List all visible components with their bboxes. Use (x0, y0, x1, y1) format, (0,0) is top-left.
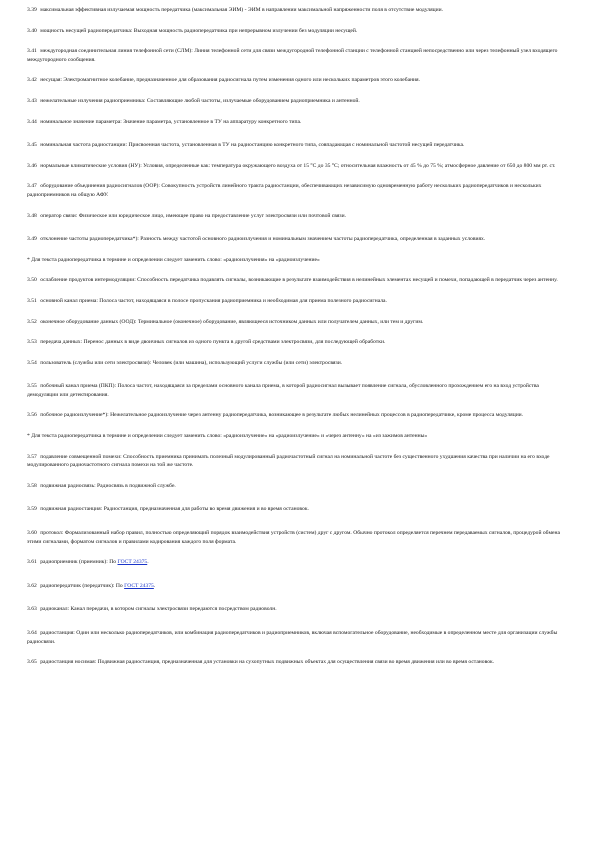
term-entry-3-48 (27, 212, 561, 221)
term-entry-3-60 (27, 529, 561, 546)
term-entry-3-56 (27, 411, 561, 420)
term-number: 3.41 (27, 48, 37, 55)
term-title: нормальные климатические условия (НУ): (40, 162, 142, 169)
term-definition: Выходная мощность радиопередатчика при непрерывном излучении без модуляции несущей. (133, 27, 358, 34)
term-definition: ЭИМ в направлении максимальной напряженности поля в отсутствие модуляции. (247, 7, 444, 13)
term-title: номинальное значение параметра: (40, 118, 122, 125)
standard-link[interactable]: ГОСТ 24375 (117, 559, 148, 566)
term-definition: Совокупность устройств линейного тракта радиостанции, обеспечивающих независимую одновременную работу нескольких радиопередатчиков и нескольких радиоприемников на общую АФУ. (27, 183, 542, 198)
term-entry-3-52 (27, 318, 561, 327)
term-definition: Составляющие любой частоты, излучаемые оборудованием радиоприемника и антенной. (146, 97, 360, 104)
term-title: отклонение частоты радиопередатчика*): (40, 236, 139, 243)
term-number: 3.53 (27, 339, 37, 346)
term-definition: Радиостанция, предназначенная для работы во время движения и во время остановок. (103, 506, 309, 513)
term-title: подвижная радиосвязь: (40, 482, 96, 489)
term-entry-3-50 (27, 276, 561, 285)
term-number: 3.39 (27, 7, 37, 13)
term-definition: Электромагнитное колебание, предназначенное для образования радиосигнала путем изменения одного или нескольких параметров этого колебания. (63, 77, 421, 84)
term-number: 3.58 (27, 482, 37, 489)
term-entry-3-54 (27, 359, 561, 368)
term-entry-3-58 (27, 482, 561, 491)
term-entry-3-63 (27, 605, 561, 614)
term-definition: Канал передачи, в котором сигналы электросвязи передаются посредством радиоволн. (70, 606, 277, 613)
term-title: радиостанция: (40, 630, 75, 636)
term-number: 3.40 (27, 27, 37, 34)
term-entry-3-51 (27, 297, 561, 306)
term-entry-3-40 (27, 27, 561, 36)
term-number: 3.62 (27, 582, 37, 589)
term-entry-3-55 (27, 382, 561, 399)
term-definition: Один или несколько радиопередатчиков, или комбинация радиопередатчиков и радиоприемников, включая вспомогательное оборудование, необходимые в определенном месте для организации службы радиосвязи. (27, 630, 558, 645)
term-number: 3.48 (27, 212, 37, 219)
term-title: мощность несущей радиопередатчика: (40, 27, 133, 34)
term-definition: Полоса частот, находящаяся в полосе пропускания радиоприемника и необходимая для приема полезного радиосигнала. (99, 297, 387, 304)
term-definition: Разность между частотой основного радиоизлучения и номинальным значением частоты радиопередатчика, определенная в заданных условиях. (140, 236, 486, 243)
term-title: побочный канал приема (ПКП): (40, 383, 117, 390)
term-number: 3.57 (27, 453, 37, 460)
term-title: пользователь (службы или сети электросвязи): (40, 359, 152, 366)
term-entry-3-42 (27, 76, 561, 85)
term-entry-3-41 (27, 47, 561, 64)
term-entry-3-46 (27, 162, 561, 171)
term-title: несущая: (40, 77, 62, 84)
term-number: 3.51 (27, 297, 37, 304)
standard-link[interactable]: ГОСТ 24375 (124, 582, 154, 589)
term-definition: Перенос данных в виде двоичных сигналов из одного пункта в другой средствами электросвязи, для последующей обработки. (83, 339, 386, 346)
term-number: 3.59 (27, 506, 37, 513)
term-definition: По (115, 582, 123, 589)
term-definition: По (109, 559, 117, 566)
term-definition: Радиосвязь в подвижной службе. (97, 482, 176, 489)
term-number: 3.54 (27, 359, 37, 366)
term-entry-3-44 (27, 118, 561, 127)
footnote: * Для текста радиопередатчика в термине и определении следует заменить слово: «радиоизлучения» на «радиоизлучение» (27, 256, 320, 263)
term-title: радиопередатчик (передатчик): (40, 582, 115, 589)
term-title: оператор связи: (40, 212, 78, 219)
term-number: 3.46 (27, 162, 37, 169)
term-definition: Нежелательное радиоизлучение через антенну радиопередатчика, возникающее в результате любых нелинейных процессов в радиопередатчике, кроме процесса модуляции. (110, 412, 524, 419)
term-title: радиоканал: (40, 606, 70, 613)
footnote: * Для текста радиопередатчика в термине и определении следует заменить слово: «радиоизлучение» на «радиоизлучение» и «через антенну» на «из зажимов антенны» (27, 433, 428, 440)
term-definition: Условия, определенные как: температура окружающего воздуха от 15 °С до 35 °С; относительная влажность от 45 % до 75 %; атмосферное давление от 650 до 800 мм рт. ст. (143, 162, 556, 169)
term-entry-3-64 (27, 629, 561, 646)
term-number: 3.55 (27, 383, 37, 390)
term-tail: . (153, 582, 156, 589)
term-definition: Терминальное (оконечное) оборудование, являющееся источником данных или получателем данных, или тем и другим. (137, 318, 424, 325)
term-entry-3-62 (27, 582, 561, 591)
term-definition: Способность передатчика подавлять сигналы, возникающие в результате взаимодействия в нелинейных элементах несущей и помехи, попадающей в передатчик через антенну. (137, 277, 558, 284)
term-entry-3-39: 3.39 максимальная эффективная излучаемая мощность передатчика (максимальная ЭИМ) - ЭИМ в направлении максимальной напряженности поля в отсутствие модуляции. (27, 7, 444, 13)
term-title: протокол: (40, 530, 64, 537)
term-number: 3.63 (27, 606, 37, 613)
term-number: 3.45 (27, 142, 37, 149)
term-title: подавление совмещенной помехи: (40, 453, 122, 460)
term-entry-3-59 (27, 505, 561, 514)
term-title: максимальная эффективная излучаемая мощность передатчика (максимальная ЭИМ) (40, 7, 244, 13)
term-definition: Физическое или юридическое лицо, имеющее право на предоставление услуг электросвязи или почтовой связи. (78, 212, 346, 219)
term-title: передача данных: (40, 339, 83, 346)
term-entry-3-45 (27, 141, 561, 150)
term-number: 3.56 (27, 412, 37, 419)
term-entry-3-65 (27, 658, 561, 667)
term-definition: Способность приемника принимать полезный модулированный радиочастотный сигнал на номинальной частоте без существенного ухудшения качества при наличии на его входе модулированного радиочастотного сигнала помехи на той же частоте. (27, 453, 550, 469)
term-definition: Присвоенная частота, установленная в ТУ на радиостанцию конкретного типа, совпадающая с номинальной частотой несущей передатчика. (128, 142, 465, 149)
term-title: радиоприемник (приемник): (40, 559, 108, 566)
term-entry-3-47 (27, 182, 561, 199)
term-definition: Линия телефонной сети для связи междугородной телефонной станции с телефонной станцией непосредственно или через телефонный узел входящего междугородного сообщения. (27, 48, 558, 63)
term-number: 3.61 (27, 559, 37, 566)
term-number: 3.44 (27, 118, 37, 125)
term-definition: Подвижная радиостанция, предназначенная для установки на сухопутных подвижных объектах для осуществления связи во время движения или во время остановок. (97, 659, 495, 666)
term-title: оконечное оборудование данных (ООД): (40, 318, 137, 325)
term-number: 3.47 (27, 183, 37, 190)
term-number: 3.60 (27, 530, 37, 537)
term-number: 3.42 (27, 77, 37, 84)
term-definition: Полоса частот, находящаяся за пределами основного канала приема, в которой радиосигнал вызывает появление сигнала, обусловленного прохождением его на вход устройства демодуляции или детектирования. (27, 383, 539, 398)
term-title: нежелательные излучения радиоприемника: (40, 97, 146, 104)
term-definition: Значение параметра, установленное в ТУ на аппаратуру конкретного типа. (123, 118, 302, 125)
term-number: 3.52 (27, 318, 37, 325)
term-title: подвижная радиостанция: (40, 506, 103, 513)
term-title: междугородная соединительная линия телефонной сети (СЛМ): (40, 48, 193, 55)
term-entry-3-43 (27, 97, 561, 106)
term-entry-3-53 (27, 338, 561, 347)
term-definition: Человек (или машина), использующий услуги службы (или сети) электросвязи. (152, 359, 343, 366)
term-title: основной канал приема: (40, 297, 98, 304)
term-number: 3.65 (27, 659, 37, 666)
term-title: номинальная частота радиостанции: (40, 142, 128, 149)
term-definition: Формализованный набор правил, полностью определяющий порядок взаимодействия устройств (систем) друг с другом. Обычно протокол определяется перечнем передаваемых сигналов, процедурой обмена этими сигналами, форматом сигналов и правилами кодирования каждого поля формата. (27, 530, 560, 545)
term-tail: . (147, 559, 149, 566)
term-number: 3.49 (27, 236, 37, 243)
term-entry-3-57 (27, 453, 561, 470)
term-entry-3-49 (27, 235, 561, 244)
term-number: 3.50 (27, 277, 37, 284)
term-number: 3.43 (27, 97, 37, 104)
term-title: ослабление продуктов интермодуляции: (40, 277, 136, 284)
term-title: радиостанция носимая: (40, 659, 97, 666)
term-title: побочное радиоизлучение*): (40, 412, 109, 419)
term-title: оборудование объединения радиосигналов (ООР): (40, 183, 160, 190)
term-entry-3-61 (27, 558, 561, 567)
term-number: 3.64 (27, 630, 37, 636)
